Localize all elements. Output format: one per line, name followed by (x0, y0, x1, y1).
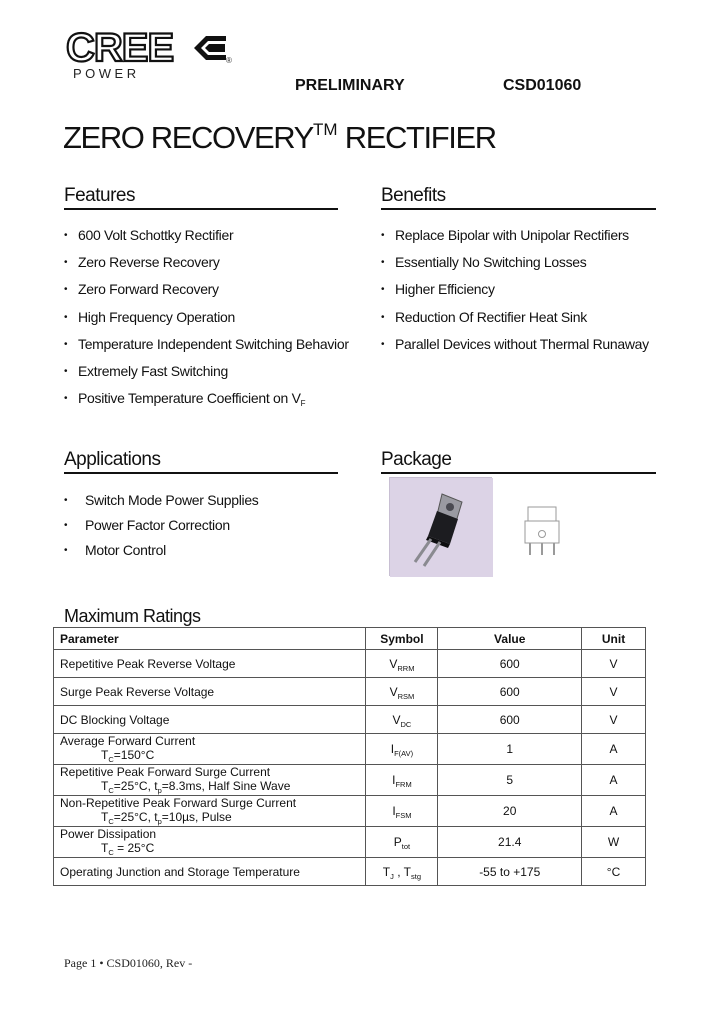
application-item: • Switch Mode Power Supplies (64, 492, 259, 517)
cell-symbol (366, 706, 438, 734)
symbol-subscript: J (390, 871, 394, 881)
cell-value: 600 (438, 678, 582, 706)
benefit-item: • Reduction Of Rectifier Heat Sink (381, 309, 649, 336)
benefits-list (381, 227, 649, 363)
symbol-letter: I (392, 804, 396, 818)
to220-package-icon (390, 478, 493, 577)
cell-symbol (366, 734, 438, 765)
cell-symbol (366, 678, 438, 706)
symbol-letter: I (392, 773, 396, 787)
applications-list (64, 492, 259, 567)
symbol-letter: P (393, 835, 402, 849)
registered-mark: ® (226, 56, 232, 65)
cell-unit: W (582, 827, 646, 858)
package-heading: Package (381, 449, 656, 474)
symbol-letter: V (392, 712, 401, 727)
feature-item: • Zero Reverse Recovery (64, 254, 349, 281)
parameter-condition: $T_C=25^\circ C$, $t_p=8.3ms$, Half Sine Wave (101, 779, 291, 795)
symbol-subscript: FSM (395, 811, 412, 820)
benefits-heading: Benefits (381, 185, 656, 210)
feature-item-subscript: F (300, 399, 306, 409)
application-item: • Power Factor Correction (64, 517, 259, 542)
trademark-mark: TM (312, 120, 338, 139)
cell-parameter (54, 827, 366, 858)
table-header-row (54, 628, 646, 650)
cell-value: 600 (438, 706, 582, 734)
table-row (54, 650, 646, 678)
cell-value: 1 (438, 734, 582, 765)
cell-value: 600 (438, 650, 582, 678)
cell-parameter (54, 678, 366, 706)
feature-item: • 600 Volt Schottky Rectifier (64, 227, 349, 254)
table-row (54, 858, 646, 886)
table-row (54, 706, 646, 734)
feature-item (64, 390, 349, 417)
benefit-item: • Parallel Devices without Thermal Runaway (381, 336, 649, 363)
preliminary-label: PRELIMINARY (295, 77, 405, 94)
symbol-letter: , T (393, 864, 412, 879)
cell-symbol (366, 858, 438, 886)
package-drawing (522, 503, 562, 564)
application-item: • Motor Control (64, 542, 259, 567)
features-heading: Features (64, 185, 338, 210)
symbol-letter: V (389, 656, 398, 671)
cell-unit: °C (582, 858, 646, 886)
cree-chevron-icon (192, 33, 228, 63)
parameter-name: Repetitive Peak Forward Surge Current (60, 765, 271, 779)
cell-value: 21.4 (438, 827, 582, 858)
symbol-subscript: stg (411, 871, 422, 881)
symbol-letter: I (390, 742, 395, 756)
parameter-name: Power Dissipation (60, 827, 157, 841)
page-title (63, 120, 496, 156)
cell-unit: A (582, 734, 646, 765)
feature-item: • Extremely Fast Switching (64, 363, 349, 390)
applications-heading: Applications (64, 449, 338, 474)
features-list (64, 227, 349, 417)
feature-item-text: Positive Temperature Coefficient on V (78, 390, 301, 407)
symbol-letter: V (389, 684, 398, 699)
symbol-subscript: RSM (397, 691, 415, 701)
cell-unit: A (582, 796, 646, 827)
cell-value: 20 (438, 796, 582, 827)
title-main: ZERO RECOVERY (63, 120, 313, 155)
symbol-subscript: RRM (397, 663, 415, 673)
header-unit: Unit (582, 628, 646, 650)
parameter-name: Repetitive Peak Reverse Voltage (60, 656, 236, 671)
header-symbol: Symbol (366, 628, 438, 650)
parameter-condition: $T_C=150^\circ C$ (101, 748, 155, 764)
header-parameter: Parameter (54, 628, 366, 650)
feature-item: • High Frequency Operation (64, 309, 349, 336)
package-photo (389, 477, 492, 576)
logo-power-text: POWER (73, 66, 140, 81)
cell-value: 5 (438, 765, 582, 796)
symbol-subscript: F(AV) (394, 749, 414, 758)
cell-symbol (366, 765, 438, 796)
max-ratings-table (53, 627, 646, 886)
parameter-name: Average Forward Current (60, 734, 196, 748)
table-row (54, 734, 646, 765)
title-rest: RECTIFIER (337, 120, 496, 155)
cell-unit: V (582, 650, 646, 678)
cell-symbol (366, 650, 438, 678)
cell-value: -55 to +175 (438, 858, 582, 886)
symbol-subscript: DC (400, 719, 412, 729)
parameter-condition: $T_C=25^\circ C$, $t_p=10\mu s$, Pulse (101, 810, 232, 826)
cell-parameter (54, 858, 366, 886)
cell-unit: V (582, 678, 646, 706)
symbol-letter: T (382, 864, 391, 879)
parameter-name: Non-Repetitive Peak Forward Surge Current (60, 796, 297, 810)
table-row (54, 796, 646, 827)
parameter-condition: $T_C = 25^\circ C$ (101, 841, 155, 857)
header-value: Value (438, 628, 582, 650)
table-row (54, 765, 646, 796)
cell-parameter (54, 706, 366, 734)
benefit-item: • Higher Efficiency (381, 281, 649, 308)
logo-wordmark: CREE (66, 26, 174, 70)
table-row (54, 827, 646, 858)
table-row (54, 678, 646, 706)
cell-parameter (54, 765, 366, 796)
parameter-name: Operating Junction and Storage Temperature (60, 864, 300, 879)
max-ratings-title: Maximum Ratings (64, 606, 201, 626)
benefit-item: • Essentially No Switching Losses (381, 254, 649, 281)
parameter-name: DC Blocking Voltage (60, 712, 170, 727)
part-number: CSD01060 (503, 77, 582, 94)
cell-unit: A (582, 765, 646, 796)
parameter-name: Surge Peak Reverse Voltage (60, 684, 215, 699)
cell-parameter (54, 734, 366, 765)
cell-parameter (54, 796, 366, 827)
benefit-item: • Replace Bipolar with Unipolar Rectifiers (381, 227, 649, 254)
cell-parameter (54, 650, 366, 678)
feature-item: • Zero Forward Recovery (64, 281, 349, 308)
package-outline-icon (522, 503, 562, 559)
feature-item: • Temperature Independent Switching Behavior (64, 336, 349, 363)
symbol-subscript: FRM (395, 780, 412, 789)
cell-unit: V (582, 706, 646, 734)
cell-symbol (366, 796, 438, 827)
cree-logo (66, 28, 241, 82)
symbol-subscript: tot (401, 842, 411, 851)
cell-symbol (366, 827, 438, 858)
page-footer: Page 1 • CSD01060, Rev - (64, 956, 193, 970)
